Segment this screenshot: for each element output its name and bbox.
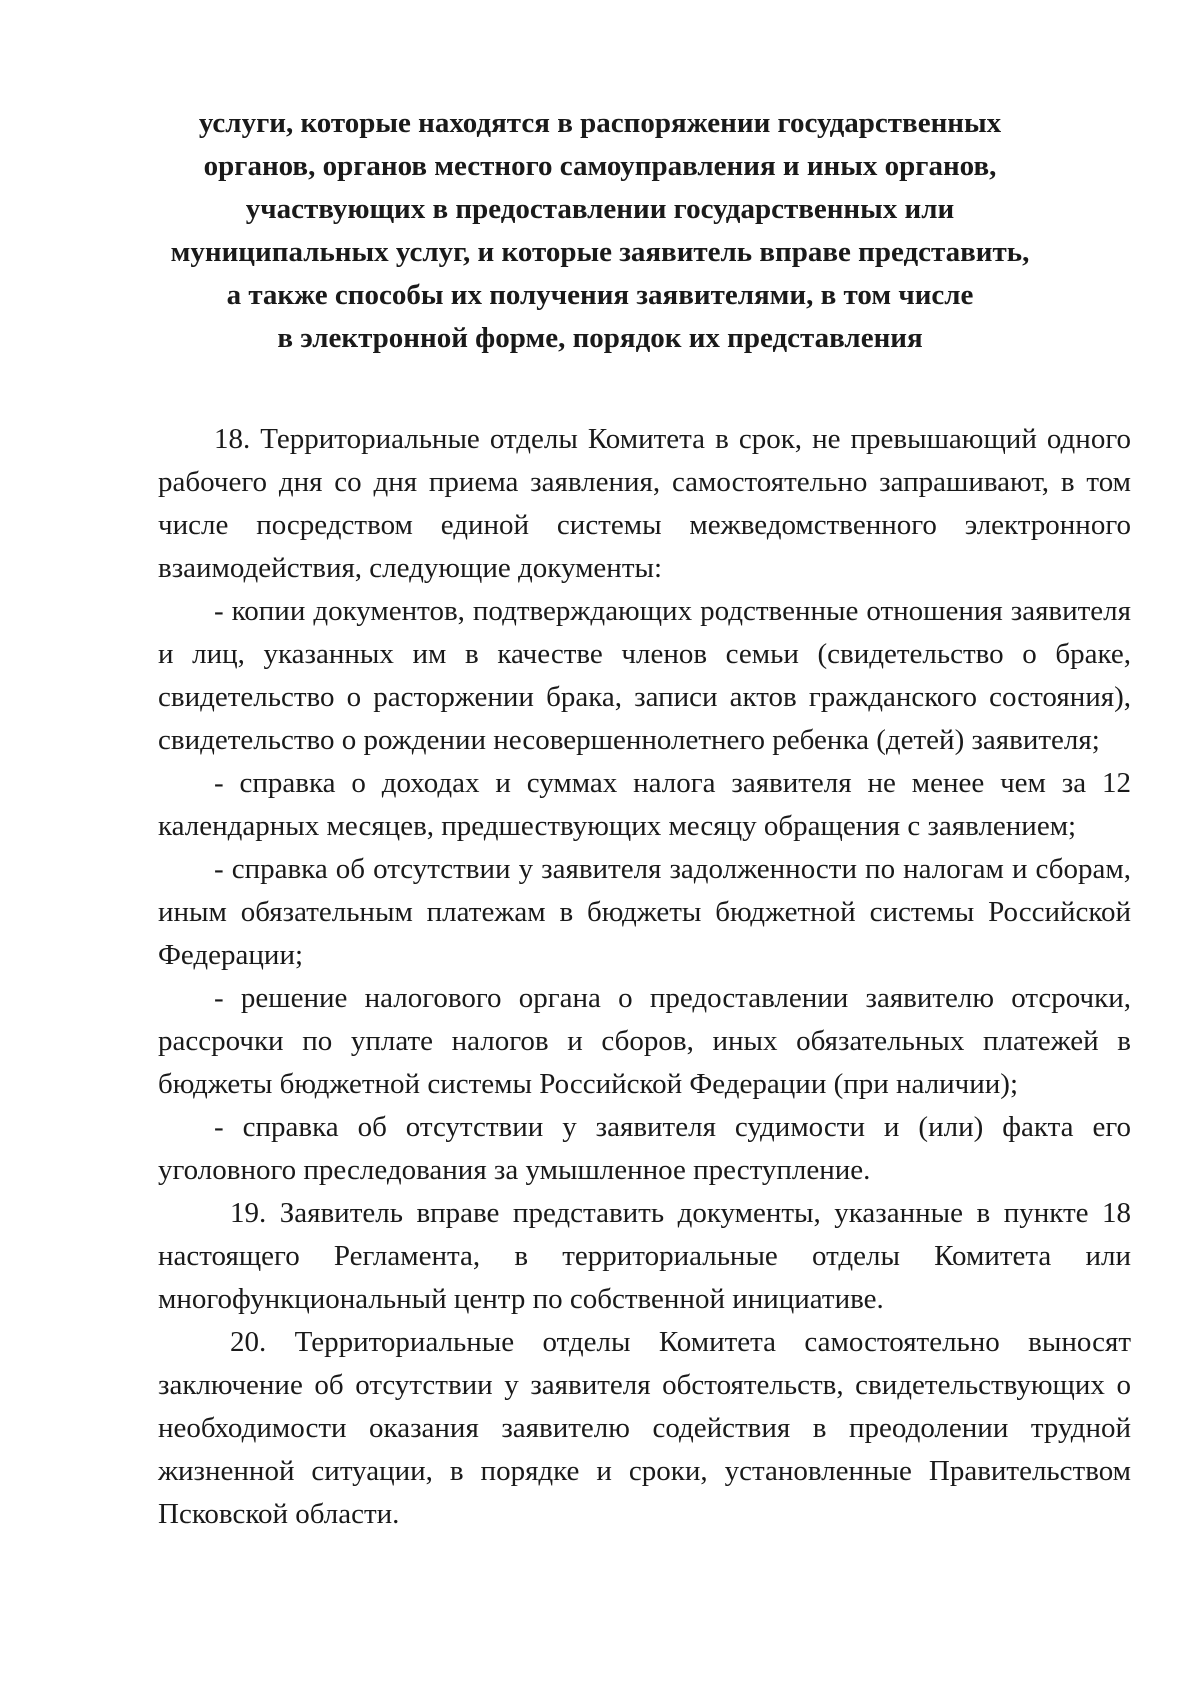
- heading-line: муниципальных услуг, и которые заявитель вправе представить,: [170, 236, 1030, 268]
- paragraph-text: - решение налогового органа о предоставлении заявителю отсрочки, рассрочки по уплате налогов и сборов, иных обязательных платежей в бюджеты бюджетной системы Российской Федерации (при наличии);: [158, 982, 1131, 1100]
- heading-line: а также способы их получения заявителями, в том числе: [226, 279, 974, 311]
- heading-line: услуги, которые находятся в распоряжении государственных: [198, 107, 1002, 139]
- list-item-family-documents: [158, 590, 1131, 762]
- heading-line: органов, органов местного самоуправления и иных органов,: [203, 150, 997, 182]
- paragraph-text: 20. Территориальные отделы Комитета самостоятельно выносят заключение об отсутствии у заявителя обстоятельств, свидетельствующих о необходимости оказания заявителю содействия в преодолении трудной жизненной ситуации, в порядке и сроки, установленные Правительством Псковской области.: [158, 1326, 1131, 1530]
- paragraph-text: 18. Территориальные отделы Комитета в срок, не превышающий одного рабочего дня со дня приема заявления, самостоятельно запрашивают, в том числе посредством единой системы межведомственного электронного взаимодействия, следующие документы:: [158, 423, 1131, 584]
- paragraph-item-18: [158, 418, 1131, 590]
- list-item-tax-debt-certificate: [158, 848, 1131, 977]
- heading-line: в электронной форме, порядок их представления: [277, 322, 923, 354]
- paragraph-text: - копии документов, подтверждающих родственные отношения заявителя и лиц, указанных им в качестве членов семьи (свидетельство о браке, свидетельство о расторжении брака, записи актов гражданского состояния), свидетельство о рождении несовершеннолетнего ребенка (детей) заявителя;: [158, 595, 1131, 756]
- document-body: [158, 418, 1131, 1536]
- paragraph-text: - справка об отсутствии у заявителя судимости и (или) факта его уголовного преследования за умышленное преступление.: [158, 1111, 1131, 1186]
- list-item-criminal-record-certificate: [158, 1106, 1131, 1192]
- paragraph-text: - справка об отсутствии у заявителя задолженности по налогам и сборам, иным обязательным платежам в бюджеты бюджетной системы Российской Федерации;: [158, 853, 1131, 971]
- list-item-tax-deferral-decision: [158, 977, 1131, 1106]
- paragraph-text: - справка о доходах и суммах налога заявителя не менее чем за 12 календарных месяцев, предшествующих месяцу обращения с заявлением;: [158, 767, 1131, 842]
- heading-line: участвующих в предоставлении государственных или: [245, 193, 955, 225]
- list-item-income-certificate: [158, 762, 1131, 848]
- paragraph-item-20: [158, 1321, 1131, 1536]
- paragraph-item-19: [158, 1192, 1131, 1321]
- section-heading: [140, 102, 1060, 360]
- paragraph-text: 19. Заявитель вправе представить документы, указанные в пункте 18 настоящего Регламента, в территориальные отделы Комитета или многофункциональный центр по собственной инициативе.: [158, 1197, 1131, 1315]
